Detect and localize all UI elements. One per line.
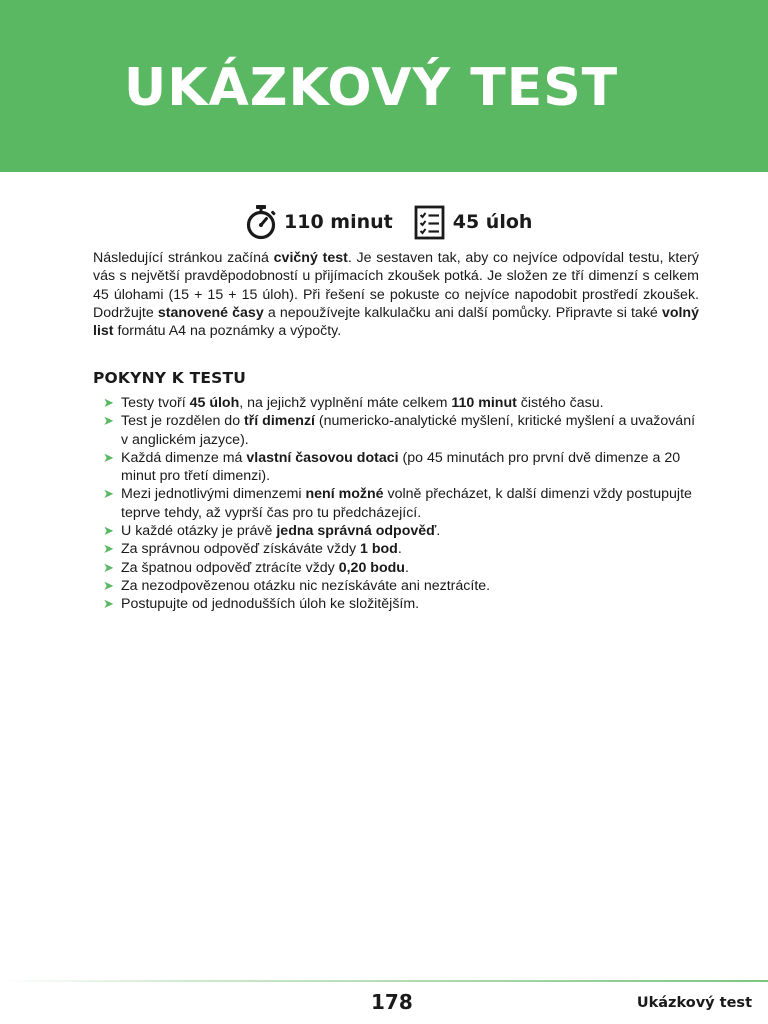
list-item-text: volně přecházet, k další dimenzi vždy postupujte teprve tehdy, až vyprší čas pro tu předcházející.	[121, 486, 692, 521]
page-number: 178	[371, 990, 413, 1014]
intro-paragraph	[93, 249, 699, 340]
title-banner	[0, 0, 768, 172]
list-item-text: Testy tvoří	[121, 395, 190, 411]
list-item	[103, 559, 703, 577]
instructions-list	[103, 394, 703, 614]
list-item-emphasis: 1 bod	[360, 541, 398, 558]
arrow-bullet-icon: ➤	[103, 413, 114, 429]
list-item-emphasis: 0,20 bodu	[338, 559, 405, 576]
list-item-emphasis: 110 minut	[451, 395, 517, 411]
arrow-bullet-icon: ➤	[103, 541, 114, 557]
list-item	[103, 394, 703, 412]
list-item-text: Postupujte od jednodušších úloh ke složitějším.	[121, 596, 420, 613]
list-item	[103, 595, 703, 613]
list-item-emphasis: jedna správná odpověď	[276, 523, 437, 540]
intro-emphasis: volný list	[93, 304, 699, 340]
instructions-heading: POKYNY K TESTU	[93, 369, 247, 387]
arrow-bullet-icon: ➤	[103, 449, 114, 465]
list-item-text: .	[397, 541, 402, 558]
arrow-bullet-icon: ➤	[103, 577, 114, 593]
page-title: UKÁZKOVÝ TEST	[124, 58, 619, 118]
checklist-icon	[413, 204, 447, 240]
list-item	[103, 412, 703, 449]
list-item-text: Mezi jednotlivými dimenzemi	[121, 486, 306, 503]
intro-emphasis: cvičný test	[273, 250, 348, 266]
list-item-text: , na jejichž vyplnění máte celkem	[239, 395, 452, 411]
intro-emphasis: stanovené časy	[157, 304, 264, 321]
time-info	[244, 204, 393, 240]
list-item	[103, 449, 703, 486]
list-item-text: čistého času.	[516, 395, 604, 411]
intro-text: a nepoužívejte kalkulačku ani další pomůcky. Připravte si také	[263, 304, 662, 321]
footer-divider	[0, 980, 768, 982]
intro-text: Následující stránkou začíná	[93, 250, 274, 266]
tasks-info	[413, 204, 533, 240]
arrow-bullet-icon: ➤	[103, 486, 114, 502]
list-item	[103, 540, 703, 558]
stopwatch-icon	[244, 204, 278, 240]
arrow-bullet-icon: ➤	[103, 596, 114, 612]
time-label: 110 minut	[284, 211, 393, 233]
arrow-bullet-icon: ➤	[103, 559, 114, 575]
footer-section-label: Ukázkový test	[636, 995, 752, 1011]
list-item-text: U každé otázky je právě	[121, 523, 277, 540]
list-item-text: (po 45 minutách pro první dvě dimenze a 20 minut pro třetí dimenzi).	[121, 449, 681, 485]
intro-text: formátu A4 na poznámky a výpočty.	[113, 323, 342, 340]
arrow-bullet-icon: ➤	[103, 523, 114, 539]
list-item-text: .	[436, 523, 441, 540]
list-item-text: Za špatnou odpověď ztrácíte vždy	[121, 559, 339, 576]
list-item-text: Každá dimenze má	[121, 449, 247, 466]
list-item-emphasis: 45 úloh	[189, 395, 240, 411]
list-item-text: Za nezodpovězenou otázku nic nezískáváte ani neztrácíte.	[121, 577, 491, 594]
list-item	[103, 577, 703, 595]
list-item	[103, 522, 703, 540]
arrow-bullet-icon: ➤	[103, 395, 114, 410]
list-item-emphasis: tří dimenzí	[244, 413, 315, 430]
test-meta	[244, 203, 532, 241]
list-item-emphasis: není možné	[305, 486, 384, 503]
intro-text: . Je sestaven tak, aby co nejvíce odpovídal testu, který vás s největší pravděpodobností u přijímacích zkoušek potká. Je složen ze tří dimenzí s celkem 45 úlohami (15 + 15 + 15 úloh). Při řešení se pokuste co nejvíce napodobit prostředí zkoušek. Dodržujte	[93, 250, 699, 321]
tasks-label: 45 úloh	[452, 211, 533, 233]
list-item-text: Za správnou odpověď získáváte vždy	[121, 541, 360, 558]
list-item-text: (numericko-analytické myšlení, kritické myšlení a uvažování v anglickém jazyce).	[121, 413, 696, 448]
list-item	[103, 485, 703, 522]
list-item-text: .	[404, 559, 409, 576]
list-item-text: Test je rozdělen do	[121, 413, 245, 430]
list-item-emphasis: vlastní časovou dotaci	[246, 449, 399, 466]
